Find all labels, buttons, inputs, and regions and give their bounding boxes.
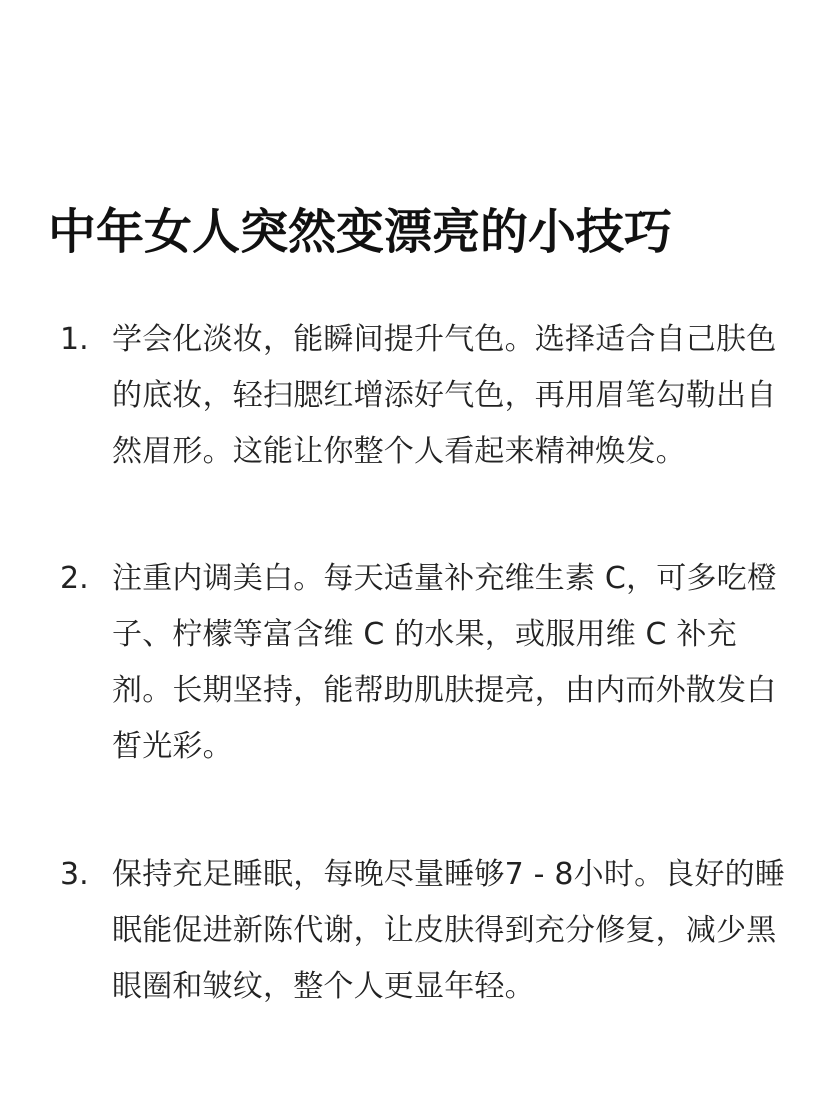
- tip-number: 2.: [60, 561, 89, 596]
- article-title: 中年女人突然变漂亮的小技巧: [48, 204, 673, 260]
- tip-text: 保持充足睡眠，每晚尽量睡够7 - 8小时。良好的睡眠能促进新陈代谢，让皮肤得到充分修复，减少黑眼圈和皱纹，整个人更显年轻。: [112, 857, 786, 1004]
- tip-text: 学会化淡妆，能瞬间提升气色。选择适合自己肤色的底妆，轻扫腮红增添好气色，再用眉笔勾勒出自然眉形。这能让你整个人看起来精神焕发。: [112, 322, 777, 469]
- tip-number: 3.: [60, 857, 89, 892]
- tip-text: 注重内调美白。每天适量补充维生素 C，可多吃橙子、柠檬等富含维 C 的水果，或服用维 C 补充剂。长期坚持，能帮助肌肤提亮，由内而外散发白皙光彩。: [112, 561, 778, 764]
- tip-number: 1.: [60, 322, 89, 357]
